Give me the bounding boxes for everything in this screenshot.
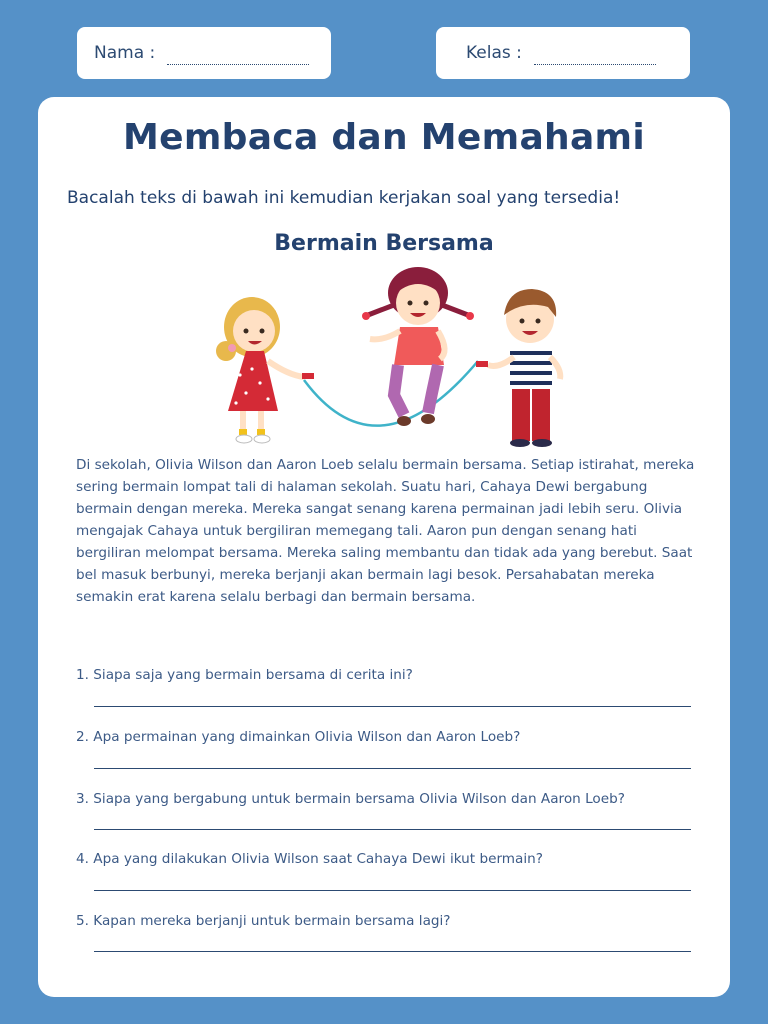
- answer-line-3[interactable]: [94, 829, 691, 830]
- name-label: Nama :: [94, 43, 156, 63]
- question-5: 5. Kapan mereka berjanji untuk bermain bersama lagi?: [76, 913, 451, 929]
- class-field-box[interactable]: [436, 27, 690, 79]
- answer-line-5[interactable]: [94, 951, 691, 952]
- story-title: Bermain Bersama: [274, 231, 494, 256]
- name-dotted-line[interactable]: [167, 50, 309, 65]
- answer-line-1[interactable]: [94, 706, 691, 707]
- boy-right-figure: [476, 289, 560, 447]
- class-label: Kelas :: [466, 43, 522, 63]
- answer-line-4[interactable]: [94, 890, 691, 891]
- question-3: 3. Siapa yang bergabung untuk bermain bersama Olivia Wilson dan Aaron Loeb?: [76, 791, 625, 807]
- story-paragraph: Di sekolah, Olivia Wilson dan Aaron Loeb selalu bermain bersama. Setiap istirahat, mereka sering bermain lompat tali di halaman sekolah. Suatu hari, Cahaya Dewi bergabung bermain dengan mereka. Mereka sangat senang karena permainan jadi lebih seru. Olivia mengajak Cahaya untuk bergiliran memegang tali. Aaron pun dengan senang hati bergiliran melompat bersama. Mereka saling membantu dan tidak ada yang berebut. Saat bel masuk berbunyi, mereka berjanji akan bermain lagi besok. Persahabatan mereka semakin erat karena selalu berbagi dan bermain bersama.: [76, 457, 695, 605]
- worksheet-title: Membaca dan Memahami: [122, 117, 646, 158]
- girl-left-figure: [216, 297, 314, 443]
- worksheet-card: [38, 97, 730, 997]
- class-dotted-line[interactable]: [534, 50, 656, 65]
- question-2: 2. Apa permainan yang dimainkan Olivia Wilson dan Aaron Loeb?: [76, 729, 521, 745]
- girl-middle-figure: [362, 267, 474, 426]
- question-1: 1. Siapa saja yang bermain bersama di cerita ini?: [76, 667, 413, 683]
- children-jump-rope-illustration: [188, 265, 578, 455]
- instruction-text: Bacalah teks di bawah ini kemudian kerjakan soal yang tersedia!: [67, 188, 621, 208]
- answer-line-2[interactable]: [94, 768, 691, 769]
- name-field-box[interactable]: [77, 27, 331, 79]
- question-4: 4. Apa yang dilakukan Olivia Wilson saat Cahaya Dewi ikut bermain?: [76, 851, 543, 867]
